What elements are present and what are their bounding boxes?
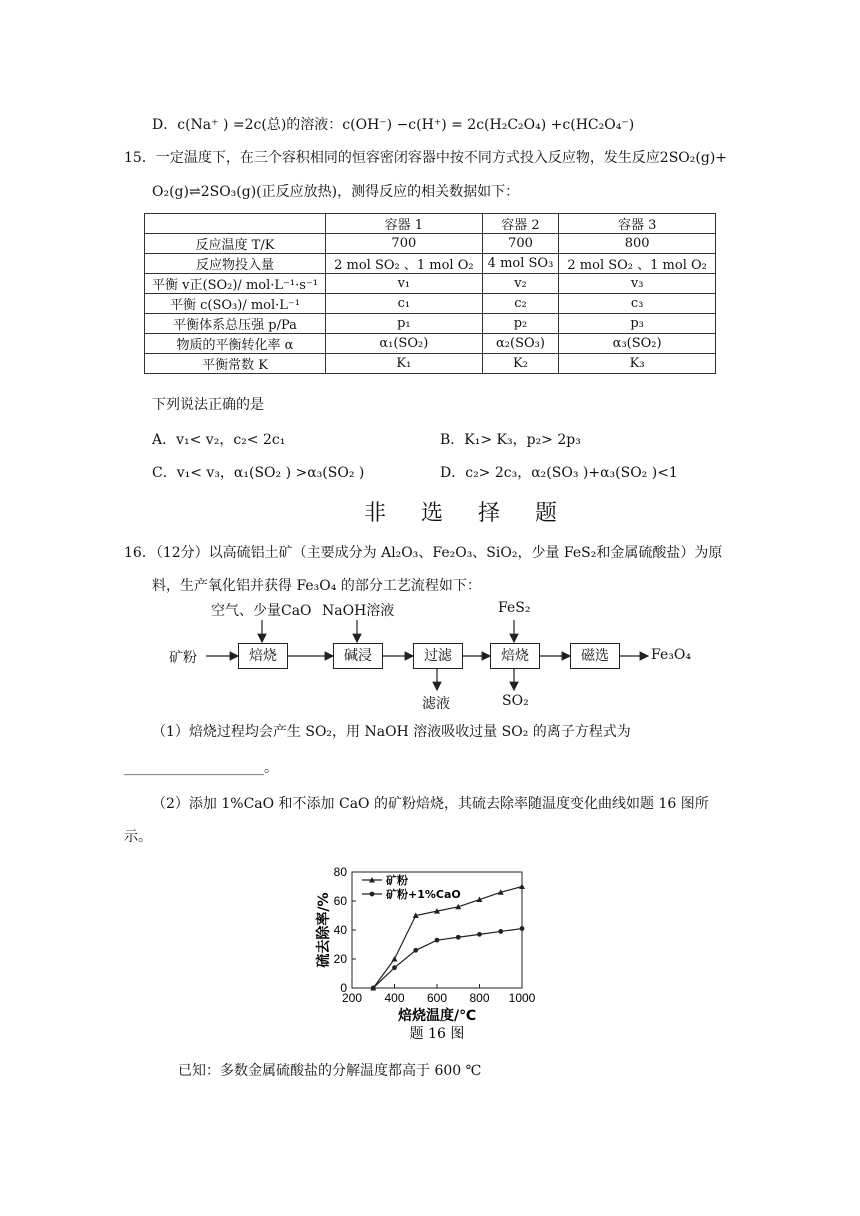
table-cell: c₃ — [559, 294, 716, 314]
table-cell: α₃(SO₂) — [559, 334, 716, 354]
option-text: c(Na⁺ ) =2c(总)的溶液：c(OH⁻) −c(H⁺) = 2c(H₂C₂O₄) +c(HC₂O₄⁻) — [177, 117, 635, 133]
chart-legend — [362, 873, 461, 901]
data-point-circle — [477, 932, 482, 937]
flow-add-label: NaOH溶液 — [322, 603, 395, 619]
data-point-circle — [456, 935, 461, 940]
y-axis-label: 硫去除率/% — [316, 892, 332, 968]
option-label: D． — [152, 117, 178, 133]
legend-marker — [370, 892, 375, 897]
y-tick-label: 80 — [333, 865, 347, 879]
table-cell: 4 mol SO₃ — [482, 254, 559, 274]
table-header-cell: 容器 2 — [482, 214, 559, 234]
q16-stem-line2: 料，生产氧化铝并获得 Fe₃O₄ 的部分工艺流程如下： — [152, 578, 481, 594]
table-cell: K₂ — [482, 354, 559, 374]
table-cell: 物质的平衡转化率 α — [145, 334, 326, 354]
table-cell: α₁(SO₂) — [326, 334, 483, 354]
flow-step: 焙烧 — [490, 643, 540, 669]
data-point-circle — [435, 938, 440, 943]
series-line — [373, 887, 522, 989]
table-cell: p₂ — [482, 314, 559, 334]
table-cell: 2 mol SO₂ 、1 mol O₂ — [559, 254, 716, 274]
legend-label: 矿粉 — [386, 874, 408, 887]
table-cell: c₂ — [482, 294, 559, 314]
legend-label: 矿粉+1%CaO — [386, 888, 461, 901]
table-cell: 平衡体系总压强 p/Pa — [145, 314, 326, 334]
q16-sub2-line2: 示。 — [124, 829, 152, 845]
data-point-circle — [392, 965, 397, 970]
flow-step: 碱浸 — [333, 643, 383, 669]
flow-output-label: SO₂ — [502, 693, 529, 709]
x-axis-label: 焙烧温度/℃ — [397, 1008, 477, 1024]
table-cell: 平衡常数 K — [145, 354, 326, 374]
table-cell: p₃ — [559, 314, 716, 334]
x-tick-label: 400 — [384, 991, 405, 1005]
q15-stem-line1: 15．一定温度下，在三个容积相同的恒容密闭容器中按不同方式投入反应物，发生反应2SO₂(g)+ — [124, 150, 728, 166]
y-tick-label: 40 — [333, 923, 347, 937]
table-cell: 700 — [326, 234, 483, 254]
x-tick-label: 1000 — [508, 991, 536, 1005]
section-heading: 非 选 择 题 — [364, 501, 571, 526]
q15-question: 下列说法正确的是 — [152, 397, 264, 413]
q15-option-b: B．K₁> K₃，p₂> 2p₃ — [440, 432, 581, 448]
data-point-triangle — [519, 884, 525, 890]
x-tick-label: 600 — [426, 991, 448, 1005]
table-cell: v₂ — [482, 274, 559, 294]
q15-option-d: D．c₂> 2c₃，α₂(SO₃ )+α₃(SO₂ )<1 — [440, 465, 678, 481]
y-tick-label: 60 — [333, 894, 347, 908]
data-point-triangle — [392, 956, 398, 962]
table-header-cell: 容器 1 — [326, 214, 483, 234]
q15-stem-line2: O₂(g)⇌2SO₃(g)(正反应放热)，测得反应的相关数据如下： — [152, 184, 520, 200]
table-cell: 反应温度 T/K — [145, 234, 326, 254]
flow-add-label: 空气、少量CaO — [211, 603, 312, 619]
data-point-circle — [371, 986, 376, 991]
table-cell: v₁ — [326, 274, 483, 294]
table-cell: c₁ — [326, 294, 483, 314]
sulfur-removal-chart — [300, 850, 560, 1050]
table-cell: p₁ — [326, 314, 483, 334]
y-tick-label: 0 — [340, 981, 347, 995]
flow-step: 过滤 — [413, 643, 463, 669]
flow-input: 矿粉 — [169, 650, 197, 666]
flow-step: 磁选 — [570, 643, 620, 669]
table-cell: v₃ — [559, 274, 716, 294]
chart-caption: 题 16 图 — [409, 1026, 465, 1042]
table-cell: K₃ — [559, 354, 716, 374]
data-point-circle — [498, 929, 503, 934]
x-tick-label: 800 — [469, 991, 490, 1005]
q15-option-a: A．v₁< v₂，c₂< 2c₁ — [152, 432, 286, 448]
data-point-circle — [520, 926, 525, 931]
flow-output-label: 滤液 — [422, 696, 450, 712]
table-cell: 800 — [559, 234, 716, 254]
table-cell: 700 — [482, 234, 559, 254]
flow-step: 焙烧 — [238, 643, 288, 669]
table-cell: 平衡 c(SO₃)/ mol·L⁻¹ — [145, 294, 326, 314]
q16-sub1: （1）焙烧过程均会产生 SO₂，用 NaOH 溶液吸收过量 SO₂ 的离子方程式为 — [152, 724, 631, 740]
table-cell: 反应物投入量 — [145, 254, 326, 274]
x-tick-label: 200 — [341, 991, 363, 1005]
data-point-circle — [413, 948, 418, 953]
q16-sub1-blank: ____________________。 — [124, 760, 278, 776]
table-cell: 2 mol SO₂ 、1 mol O₂ — [326, 254, 483, 274]
y-tick-label: 20 — [333, 952, 347, 966]
flow-output: Fe₃O₄ — [651, 647, 691, 663]
table-cell: α₂(SO₃) — [482, 334, 559, 354]
table-cell: 平衡 v正(SO₂)/ mol·L⁻¹·s⁻¹ — [145, 274, 326, 294]
flow-add-label: FeS₂ — [498, 600, 531, 616]
q16-note: 已知：多数金属硫酸盐的分解温度都高于 600 ℃ — [178, 1063, 482, 1079]
table-cell: K₁ — [326, 354, 483, 374]
q15-option-c: C．v₁< v₃，α₁(SO₂ ) >α₃(SO₂ ) — [152, 465, 365, 481]
q16-sub2-line1: （2）添加 1%CaO 和不添加 CaO 的矿粉焙烧，其硫去除率随温度变化曲线如题 16 图所 — [152, 796, 709, 812]
table-header-cell: 容器 3 — [559, 214, 716, 234]
q16-stem-line1: 16．（12分）以高硫铝土矿（主要成分为 Al₂O₃、Fe₂O₃、SiO₂，少量 FeS₂和金属硫酸盐）为原 — [124, 545, 723, 561]
